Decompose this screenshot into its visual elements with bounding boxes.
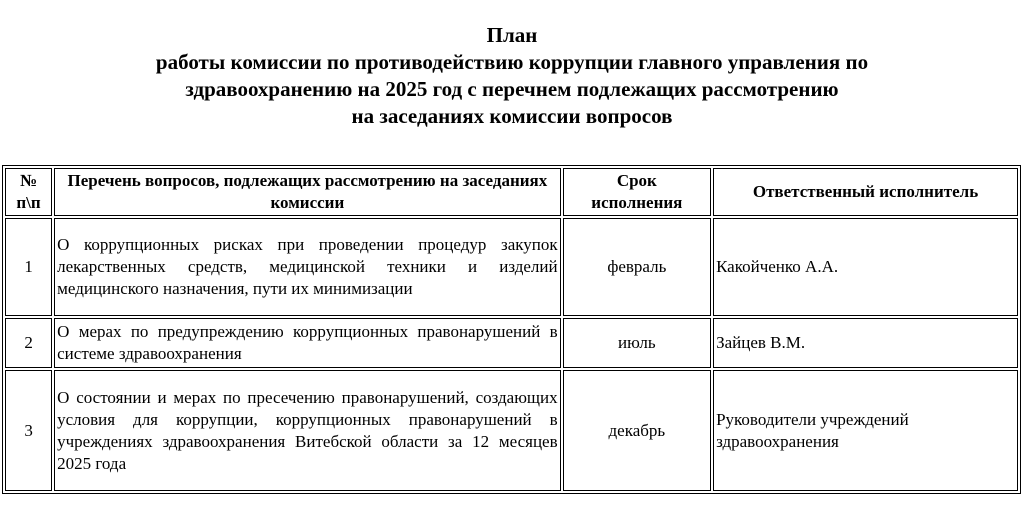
row-responsible: Зайцев В.М. [713,318,1018,368]
row-question: О мерах по предупреждению коррупционных правонарушений в системе здравоохранения [54,318,561,368]
row-number: 3 [5,370,52,491]
header-term-line2: исполнения [591,193,683,212]
row-question: О коррупционных рисках при проведении процедур закупок лекарственных средств, медицинской техники и изделий медицинского назначения, пути их минимизации [54,218,561,316]
table-header-row [5,168,1018,216]
header-number-line1: № [20,171,38,190]
row-responsible: Руководители учреждений здравоохранения [713,370,1018,491]
header-term [563,168,711,216]
row-term: декабрь [563,370,711,491]
table-row [5,218,1018,316]
row-question: О состоянии и мерах по пресечению правонарушений, создающих условия для коррупции, коррупционных правонарушений в учреждениях здравоохранения Витебской области за 12 месяцев 2025 года [54,370,561,491]
table-row [5,318,1018,368]
row-responsible: Какойченко А.А. [713,218,1018,316]
row-number: 2 [5,318,52,368]
header-term-line1: Срок [616,171,657,190]
row-term: февраль [563,218,711,316]
header-number-line2: п\п [16,193,41,212]
row-term: июль [563,318,711,368]
row-number: 1 [5,218,52,316]
header-questions: Перечень вопросов, подлежащих рассмотрению на заседаниях комиссии [54,168,561,216]
title-line-2: работы комиссии по противодействию коррупции главного управления по [155,50,869,74]
title-line-4: на заседаниях комиссии вопросов [351,104,673,128]
table-row [5,370,1018,491]
document-title [0,22,1024,130]
title-line-plan: План [486,23,538,47]
title-line-3: здравоохранению на 2025 год с перечнем подлежащих рассмотрению [185,77,839,101]
header-responsible: Ответственный исполнитель [713,168,1018,216]
header-number [5,168,52,216]
plan-table [2,165,1021,494]
